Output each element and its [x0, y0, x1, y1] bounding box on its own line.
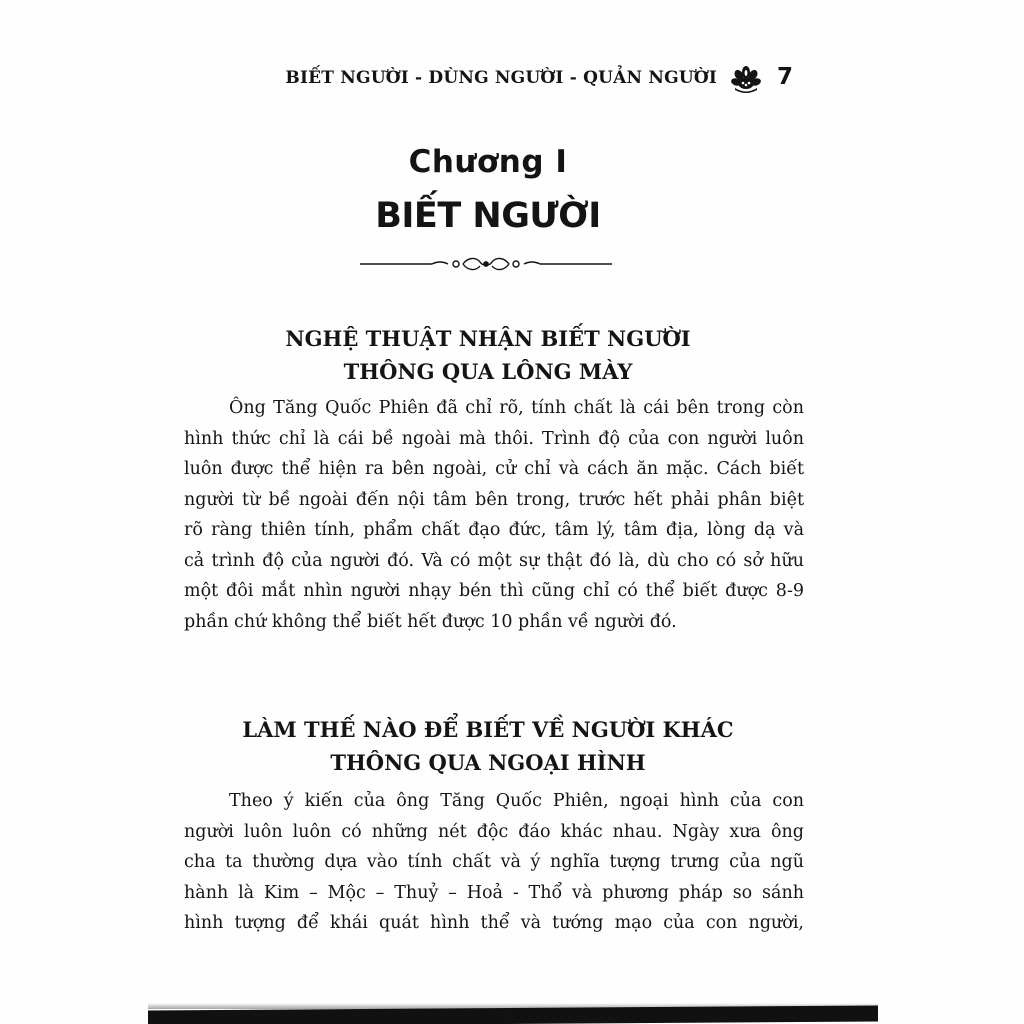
section-heading-line: LÀM THẾ NÀO ĐỂ BIẾT VỀ NGƯỜI KHÁC — [242, 717, 734, 742]
running-title: BIẾT NGƯỜI - DÙNG NGƯỜI - QUẢN NGƯỜI — [285, 68, 717, 88]
paragraph-line: Theo ý kiến của ông Tăng Quốc Phiên, ngoại hình của con — [229, 791, 804, 811]
paragraph-line: cha ta thường dựa vào tính chất và ý nghĩa tượng trưng của ngũ — [184, 852, 804, 872]
section-heading-line: THÔNG QUA NGOẠI HÌNH — [330, 750, 646, 775]
paragraph-line: Ông Tăng Quốc Phiên đã chỉ rõ, tính chất là cái bên trong còn — [229, 398, 804, 418]
section-heading-eyebrows — [0, 322, 976, 388]
section-heading-line: THÔNG QUA LÔNG MÀY — [343, 359, 633, 384]
section-heading-appearance — [0, 713, 976, 779]
paragraph-line: người luôn luôn có những nét độc đáo khác nhau. Ngày xưa ông — [184, 821, 804, 842]
paragraph-line: phần chứ không thể biết hết được 10 phần về người đó. — [184, 611, 677, 632]
section-heading-line: NGHỆ THUẬT NHẬN BIẾT NGƯỜI — [285, 326, 691, 351]
paragraph-line: luôn được thể hiện ra bên ngoài, cử chỉ và cách ăn mặc. Cách biết — [184, 459, 804, 479]
chapter-title: BIẾT NGƯỜI — [375, 196, 601, 236]
page-number: 7 — [777, 64, 794, 90]
paragraph-line: hành là Kim – Mộc – Thuỷ – Hoả - Thổ và phương pháp so sánh — [184, 882, 804, 903]
lotus-ornament-icon — [731, 65, 761, 95]
paragraph-eyebrows — [184, 393, 804, 637]
paragraph-line: một đôi mắt nhìn người nhạy bén thì cũng chỉ có thể biết được 8-9 — [184, 581, 804, 601]
paragraph-line: cả trình độ của người đó. Và có một sự thật đó là, dù cho có sở hữu — [184, 550, 804, 571]
running-header — [0, 63, 1024, 97]
scroll-flourish-divider-icon — [360, 254, 612, 274]
paragraph-appearance — [184, 786, 804, 939]
paragraph-line: rõ ràng thiên tính, phẩm chất đạo đức, tâm lý, tâm địa, lòng dạ và — [184, 520, 804, 540]
paragraph-line: hình tượng để khái quát hình thể và tướng mạo của con người, — [184, 913, 804, 933]
paragraph-line: hình thức chỉ là cái bề ngoài mà thôi. Trình độ của con người luôn — [184, 428, 804, 449]
chapter-label: Chương I — [408, 144, 568, 180]
paragraph-line: người từ bề ngoài đến nội tâm bên trong, trước hết phải phân biệt — [184, 489, 804, 510]
